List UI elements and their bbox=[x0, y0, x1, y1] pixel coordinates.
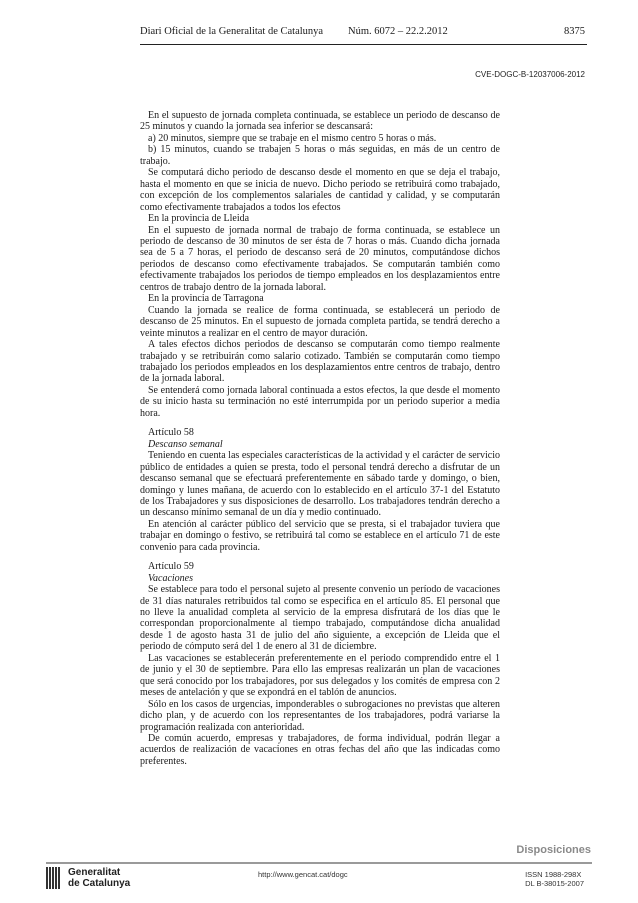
paragraph: Teniendo en cuenta las especiales características de la actividad y el carácter de servicio público de entidades a quien se presta, todo el personal tendrá derecho a disfrutar de un descanso semanal que se efectuará preferentemente en sábado tarde y domingo, o bien, domingo y lunes mañana, de acuerdo con lo establecido en el artículo 37-1 del Estatuto de los Trabajadores y sus disposiciones de desarrollo. Los trabajadores tendrán derecho a un descanso mínimo semanal de un día y medio continuado. bbox=[140, 450, 500, 519]
paragraph: Se computará dicho periodo de descanso desde el momento en que se deja el trabajo, hasta el momento en que se inicia de nuevo. Dicho periodo se retribuirá como trabajado, con excepción de los complementos salariales de cantidad y calidad, y se computarán como efectivamente trabajados a todos los efectos bbox=[140, 167, 500, 213]
list-item: b) 15 minutos, cuando se trabajen 5 horas o más seguidas, en más de un centro de trabajo. bbox=[140, 144, 500, 167]
section-heading: En la provincia de Tarragona bbox=[148, 293, 264, 305]
paragraph: En atención al carácter público del servicio que se presta, si el trabajador tuviera que trabajar en domingo o festivo, se retribuirá tal como se establece en el artículo 71 de este convenio para cada provincia. bbox=[140, 518, 500, 553]
issue-number: Núm. 6072 – 22.2.2012 bbox=[348, 26, 448, 37]
paragraph: A tales efectos dichos periodos de descanso se computarán como tiempo realmente trabajado y se retribuirán como salario cotizado. También se computarán como tiempo trabajado los periodos empleados en los desplazamientos entre centros de trabajo, dentro de la jornada laboral. bbox=[140, 339, 500, 385]
document-body bbox=[140, 110, 500, 767]
legal-deposit: DL B-38015-2007 bbox=[525, 879, 584, 888]
paragraph: En el supuesto de jornada normal de trabajo de forma continuada, se establece un periodo de descanso de 30 minutos de ser ésta de 7 horas o más. Cuando dicha jornada sea de 5 a 7 horas, el periodo de descanso será de 20 minutos, computándose dichos periodos de descanso como efectivamente trabajados. Se computarán también como efectivamente trabajados los periodos de tiempo empleados en los desplazamientos entre centros de trabajo dentro de la jornada laboral. bbox=[140, 224, 500, 293]
footer-rule bbox=[46, 862, 592, 864]
article-subtitle: Descanso semanal bbox=[148, 438, 223, 450]
generalitat-logo bbox=[46, 867, 130, 889]
logo-line-1: Generalitat bbox=[68, 867, 121, 878]
paragraph: En el supuesto de jornada completa continuada, se establece un periodo de descanso de 25 minutos y cuando la jornada sea inferior se descansará: bbox=[140, 110, 500, 133]
page-header bbox=[140, 26, 585, 42]
page-number: 8375 bbox=[564, 26, 585, 37]
coat-of-arms-icon bbox=[46, 867, 62, 889]
journal-title: Diari Oficial de la Generalitat de Catalunya bbox=[140, 26, 324, 37]
issn: ISSN 1988-298X bbox=[525, 870, 582, 879]
paragraph: Las vacaciones se establecerán preferentemente en el periodo comprendido entre el 1 de junio y el 30 de septiembre. Para ello las empresas realizarán un plan de vacaciones que será conocido por los trabajadores, por sus delegados y los comités de empresa con 2 meses de antelación y que se expondrá en el tablón de anuncios. bbox=[140, 652, 500, 699]
cve-code: CVE-DOGC-B-12037006-2012 bbox=[475, 70, 585, 79]
publication-ids bbox=[525, 870, 584, 888]
article-title: Artículo 59 bbox=[148, 561, 194, 573]
paragraph: Se entenderá como jornada laboral continuada a estos efectos, la que desde el momento de su inicio hasta su terminación no esté interrumpida por un periodo superior a media hora. bbox=[140, 384, 500, 419]
paragraph: Se establece para todo el personal sujeto al presente convenio un período de vacaciones de 31 días naturales retribuidos tal como se especifica en el artículo 85. El personal que no lleve la anualidad completa al servicio de la empresa disfrutará de los días que le correspondan proporcionalmente al tiempo trabajado, computándose dicha anualidad desde 1 de agosto hasta 31 de julio del año siguiente, a excepción de Lleida que el periodo de cómputo será del 1 de enero al 31 de diciembre. bbox=[140, 584, 500, 653]
paragraph: De común acuerdo, empresas y trabajadores, de forma individual, podrán llegar a acuerdos de realización de vacaciones en otras fechas del año que las indicadas como preferentes. bbox=[140, 733, 500, 767]
header-rule bbox=[140, 44, 587, 45]
section-label: Disposiciones bbox=[516, 844, 591, 856]
list-item: a) 20 minutos, siempre que se trabaje en el mismo centro 5 horas o más. bbox=[148, 132, 437, 144]
section-heading: En la provincia de Lleida bbox=[148, 213, 250, 225]
article-subtitle: Vacaciones bbox=[148, 572, 193, 584]
paragraph: Sólo en los casos de urgencias, imponderables o subrogaciones no previstas que alteren dicho plan, y de acuerdo con los representantes de los trabajadores, podrá variarse la programación realizada con anterioridad. bbox=[140, 698, 500, 733]
paragraph: Cuando la jornada se realice de forma continuada, se establecerá un periodo de descanso de 25 minutos. En el supuesto de jornada completa partida, se tendrá derecho a veinte minutos a realizar en el centro de mayor duración. bbox=[140, 304, 500, 339]
article-title: Artículo 58 bbox=[148, 427, 194, 439]
website-link[interactable]: http://www.gencat.cat/dogc bbox=[258, 870, 348, 879]
logo-line-2: de Catalunya bbox=[68, 878, 131, 889]
